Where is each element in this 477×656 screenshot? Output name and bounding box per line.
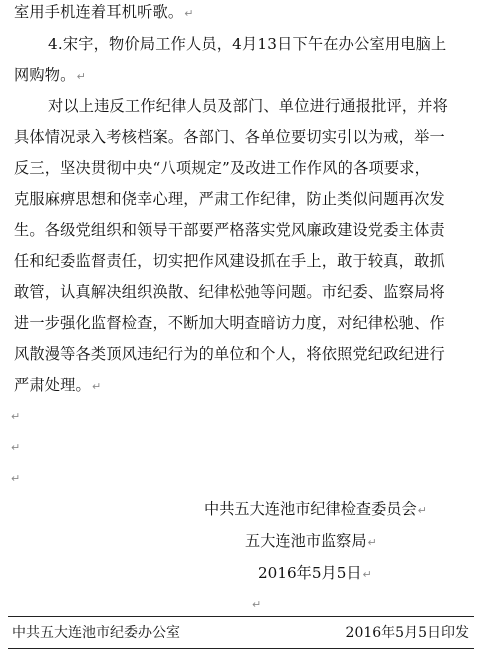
paragraph-mark-icon: ↵ xyxy=(76,70,86,83)
body-line-11 xyxy=(14,313,445,333)
body-line-8 xyxy=(14,220,445,240)
signature-org-2-text: 五大连池市监察局 xyxy=(245,532,367,550)
footer-top-rule xyxy=(8,616,474,617)
body-line-4 xyxy=(48,96,448,116)
body-line-10 xyxy=(14,282,445,302)
body-line-3 xyxy=(14,65,86,87)
paragraph-mark-icon: ↵ xyxy=(91,380,102,393)
body-line-7-text: 克服麻痹思想和侥幸心理，严肃工作纪律，防止类似问题再次发 xyxy=(14,190,445,208)
paragraph-mark-icon: ↵ xyxy=(367,536,377,549)
footer-print-date: 2016年5月5日印发 xyxy=(345,625,469,641)
body-line-6-text: 反三，坚决贯彻中央“八项规定”及改进工作作风的各项要求， xyxy=(14,159,431,177)
body-line-2-text: 4.宋宇，物价局工作人员，4月13日下午在办公室用电脑上 xyxy=(48,35,447,53)
body-line-5-text: 具体情况录入考核档案。各部门、各单位要切实引以为戒，举一 xyxy=(14,128,445,146)
body-line-5 xyxy=(14,127,445,147)
signature-org-2 xyxy=(245,531,377,553)
paragraph-mark-icon: ↵ xyxy=(417,504,427,517)
empty-paragraph-mark-icon: ↵ xyxy=(11,472,21,485)
body-line-11-text: 进一步强化监督检查，不断加大明查暗访力度，对纪律松驰、作 xyxy=(14,314,445,332)
empty-paragraph-mark-icon: ↵ xyxy=(11,410,21,423)
empty-paragraph-mark-icon: ↵ xyxy=(11,441,21,454)
empty-paragraph-mark-icon: ↵ xyxy=(252,598,262,611)
body-line-10-text: 敢管，认真解决组织涣散、纪律松弛等问题。市纪委、监察局将 xyxy=(14,283,445,301)
body-line-13 xyxy=(14,375,101,397)
footer-issuer: 中共五大连池市纪委办公室 xyxy=(12,625,180,641)
footer-bottom-rule xyxy=(8,648,474,649)
body-line-12-text: 风散漫等各类顶风违纪行为的单位和个人，将依照党纪政纪进行 xyxy=(14,345,445,363)
body-line-4-text: 对以上违反工作纪律人员及部门、单位进行通报批评，并将 xyxy=(48,97,449,115)
body-line-3-text: 网购物。 xyxy=(14,66,76,84)
body-line-2 xyxy=(48,34,446,54)
body-line-9 xyxy=(14,251,445,271)
signature-org-1-text: 中共五大连池市纪律检查委员会 xyxy=(204,500,417,518)
body-line-1-text: 室用手机连着耳机听歌。 xyxy=(14,3,184,21)
body-line-6 xyxy=(14,158,430,178)
signature-org-1 xyxy=(204,499,427,521)
body-line-8-text: 生。各级党组织和领导干部要严格落实党风廉政建设党委主体责 xyxy=(14,221,445,239)
paragraph-mark-icon: ↵ xyxy=(362,568,372,581)
paragraph-mark-icon: ↵ xyxy=(184,7,194,20)
body-line-13-text: 严肃处理。 xyxy=(14,376,91,394)
body-line-1 xyxy=(14,2,194,24)
body-line-7 xyxy=(14,189,445,209)
body-line-12 xyxy=(14,344,445,364)
signature-date-text: 2016年5月5日 xyxy=(258,564,362,582)
signature-date xyxy=(258,563,372,585)
body-line-9-text: 任和纪委监督责任，切实把作风建设抓在手上，敢于较真，敢抓 xyxy=(14,252,445,270)
